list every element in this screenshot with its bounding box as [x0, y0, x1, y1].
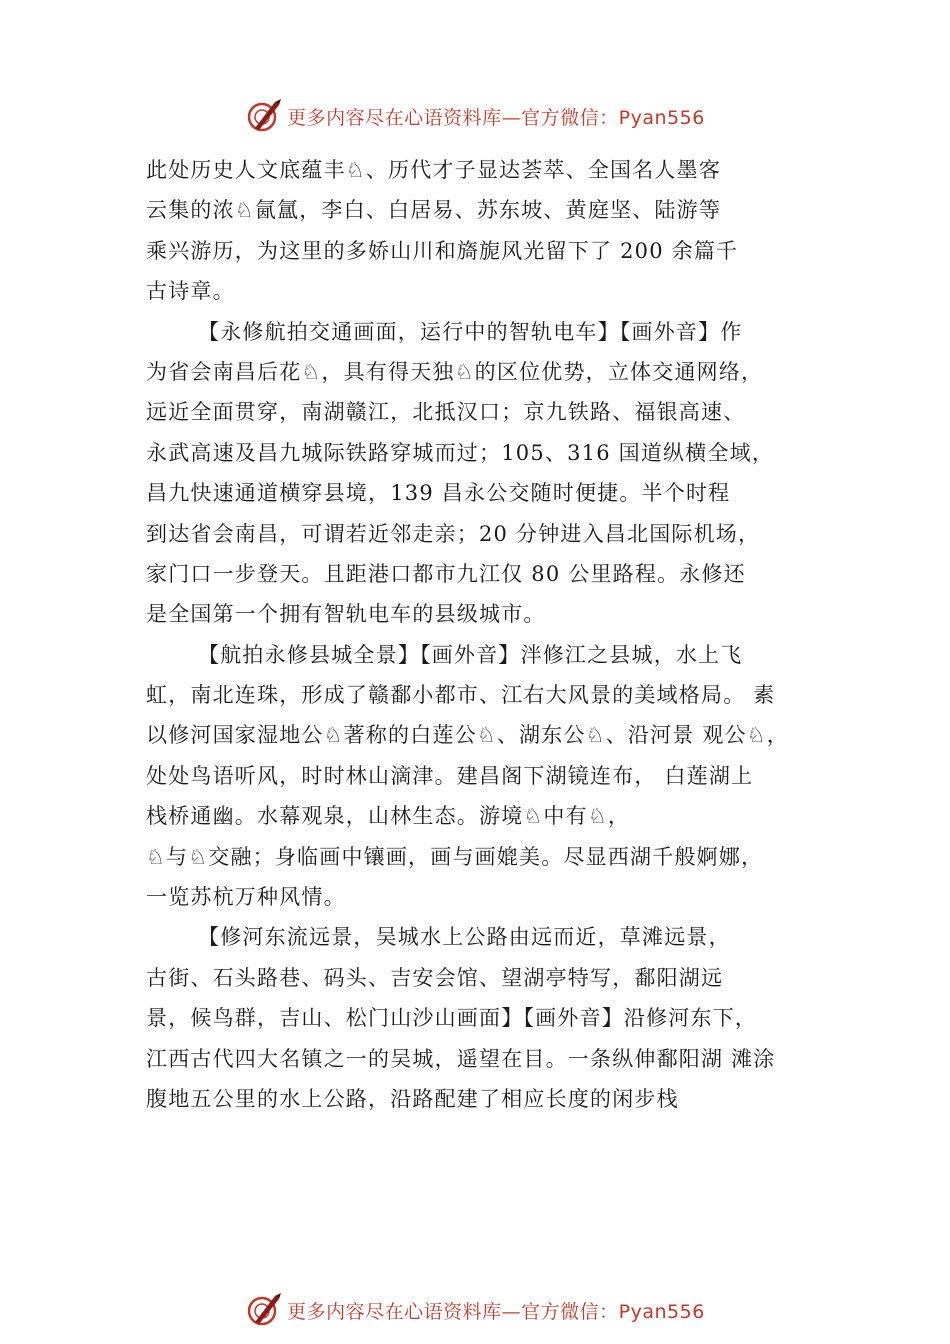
header-banner-text: 更多内容尽在心语资料库—官方微信：Pyan556: [287, 106, 705, 129]
text-line: 乘兴游历，为这里的多娇山川和旖旎风光留下了 200 余篇千: [146, 238, 739, 263]
text-line: 到达省会南昌，可谓若近邻走亲；20 分钟进入昌北国际机场，: [146, 521, 761, 546]
text-line: 是全国第一个拥有智轨电车的县级城市。: [146, 602, 546, 627]
text-line: 栈桥通幽。水幕观泉，山林生态。游境♘中有♘，: [146, 804, 631, 829]
text-line: 景，候鸟群，吉山、松门山沙山画面】【画外音】沿修河东下，: [146, 1006, 758, 1031]
text-line: 【航拍永修县城全景】【画外音】泮修江之县城，水上飞: [198, 642, 743, 667]
text-line: ♘与♘交融；身临画中镶画，画与画媲美。尽显西湖千般婀娜，: [146, 844, 764, 869]
text-line: 古诗章。: [146, 279, 235, 304]
text-line: 云集的浓♘氤氲，李白、白居易、苏东坡、黄庭坚、陆游等: [146, 198, 722, 223]
header-banner: [0, 96, 950, 136]
text-line: 永武高速及昌九城际铁路穿城而过；105、316 国道纵横全域，: [146, 440, 775, 465]
quill-logo-icon: [245, 1292, 283, 1328]
footer-banner: [0, 1290, 950, 1330]
document-body: [146, 150, 826, 1119]
text-line: 以修河国家湿地公♘著称的白莲公♘、湖东公♘、沿河景 观公♘，: [146, 723, 789, 748]
text-line: 处处鸟语听风，时时林山滴津。建昌阁下湖镜连布， 白莲湖上: [146, 763, 754, 788]
text-line: 一览苏杭万种风情。: [146, 885, 346, 910]
footer-banner-text: 更多内容尽在心语资料库—官方微信：Pyan556: [287, 1300, 705, 1323]
text-line: 【修河东流远景，吴城水上公路由远而近，草滩远景，: [198, 925, 731, 950]
text-line: 远近全面贯穿，南湖赣江，北抵汉口；京九铁路、福银高速、: [146, 400, 746, 425]
quill-logo-icon: [245, 98, 283, 134]
text-line: 家门口一步登天。且距港口都市九江仅 80 公里路程。永修还: [146, 561, 746, 586]
text-line: 此处历史人文底蕴丰♘、历代才子显达荟萃、全国名人墨客: [146, 158, 722, 182]
text-line: 古街、石头路巷、码头、吉安会馆、望湖亭特写，鄱阳湖远: [146, 965, 724, 990]
text-line: 【永修航拍交通画面，运行中的智轨电车】【画外音】作: [198, 319, 743, 344]
text-line: 腹地五公里的水上公路，沿路配建了相应长度的闲步栈: [146, 1086, 679, 1111]
text-line: 江西古代四大名镇之一的吴城，遥望在目。一条纵伸鄱阳湖 滩涂: [146, 1046, 776, 1071]
text-line: 虹，南北连珠，形成了赣鄱小都市、江右大风景的美域格局。 素: [146, 683, 776, 708]
text-line: 昌九快速通道横穿县境，139 昌永公交随时便捷。半个时程: [146, 481, 731, 506]
text-line: 为省会南昌后花♘，具有得天独♘的区位优势，立体交通网络，: [146, 359, 764, 384]
